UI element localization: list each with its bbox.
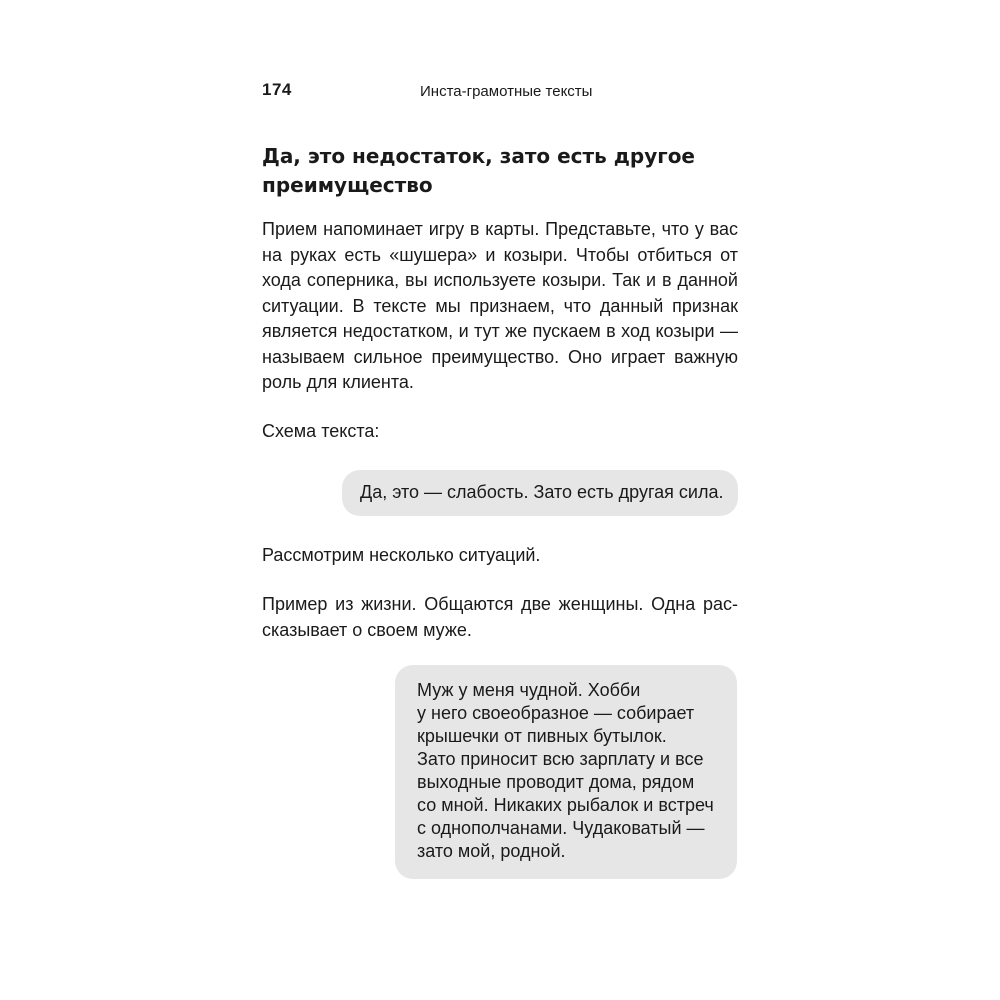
example-bubble-line: с однополчанами. Чудаковатый —: [417, 818, 705, 838]
example-bubble-line: крышечки от пивных бутылок.: [417, 726, 667, 746]
example-bubble-line: Муж у меня чудной. Хобби: [417, 680, 641, 700]
section-heading-line: Да, это недостаток, зато есть другое: [262, 144, 695, 168]
example-bubble-line: со мной. Никаких рыбалок и встреч: [417, 795, 714, 815]
paragraph-situations: Рассмотрим несколько ситуаций.: [262, 545, 541, 565]
paragraph-example: Пример из жизни. Общаются две женщины. Одна рас-сказывает о своем муже.: [262, 594, 738, 640]
paragraph-scheme-label: Схема текста:: [262, 421, 380, 441]
example-bubble-line: Зато приносит всю зарплату и все: [417, 749, 704, 769]
section-heading: [262, 142, 742, 200]
example-bubble-line: у него своеобразное — собирает: [417, 703, 695, 723]
page-number: 174: [262, 80, 292, 99]
running-head: Инста-грамотные тексты: [420, 83, 593, 100]
example-bubble-line: зато мой, родной.: [417, 841, 566, 861]
paragraph-intro: Прием напоминает игру в карты. Представьте, что у вас на руках есть «шушера» и козыри. Чтобы отбиться от хода соперника, вы используете козыри. Так и в данной ситуации. В тексте мы признаем, что данный признак является недостатком, и тут же пускаем в ход козыри — называем сильное преимущество. Оно играет важную роль для клиента.: [262, 219, 738, 392]
section-heading-line: преимущество: [262, 173, 433, 197]
example-bubble: [395, 665, 737, 879]
scheme-bubble: Да, это — слабость. Зато есть другая сила.: [342, 470, 738, 516]
example-bubble-line: выходные проводит дома, рядом: [417, 772, 695, 792]
